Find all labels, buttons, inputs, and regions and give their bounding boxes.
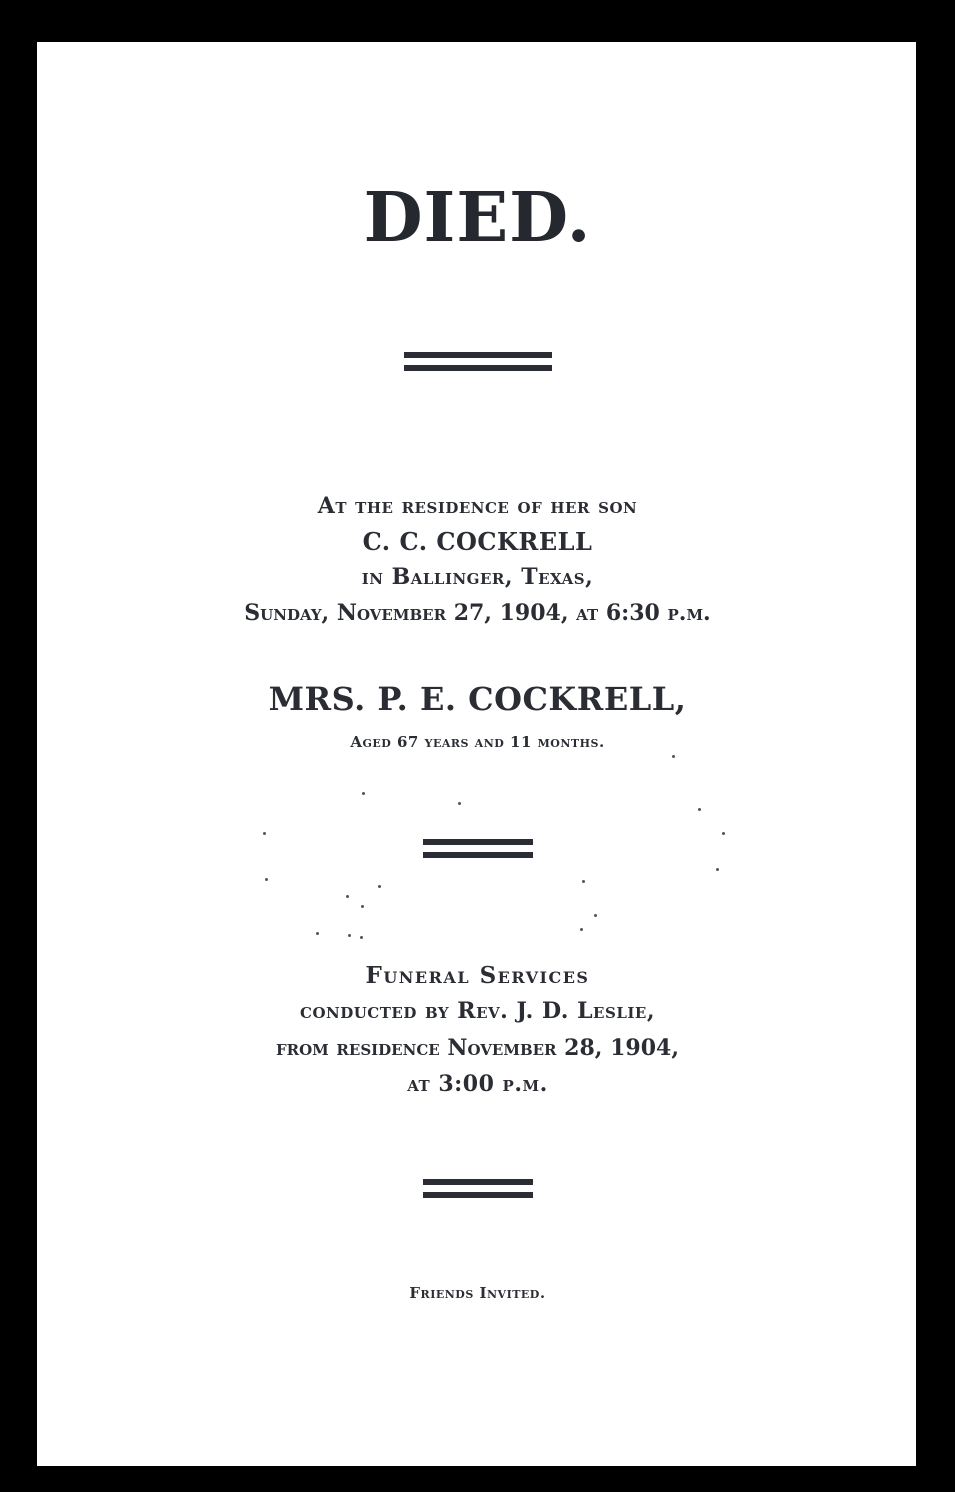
print-speck: [361, 905, 364, 908]
double-rule-divider: [0, 839, 955, 858]
services-date-line: from residence November 28, 1904,: [275, 1035, 680, 1061]
print-speck: [580, 928, 583, 931]
son-name: C. C. COCKRELL: [362, 527, 593, 556]
print-speck: [348, 934, 351, 937]
print-speck: [346, 895, 349, 898]
print-speck: [362, 792, 365, 795]
print-speck: [716, 868, 719, 871]
print-speck: [265, 878, 268, 881]
double-rule-divider: [0, 1179, 955, 1198]
print-speck: [360, 936, 363, 939]
closing-line: Friends Invited.: [409, 1284, 546, 1302]
print-speck: [722, 832, 725, 835]
location-line: At the residence of her son: [317, 493, 638, 519]
services-time-line: at 3:00 p.m.: [407, 1071, 548, 1097]
services-heading: Funeral Services: [365, 962, 590, 989]
age-line: Aged 67 years and 11 months.: [350, 733, 605, 751]
print-speck: [594, 914, 597, 917]
print-speck: [316, 932, 319, 935]
deceased-name: MRS. P. E. COCKRELL,: [268, 680, 687, 718]
print-speck: [698, 808, 701, 811]
death-date-line: Sunday, November 27, 1904, at 6:30 p.m.: [244, 600, 711, 626]
print-speck: [458, 802, 461, 805]
officiant-line: conducted by Rev. J. D. Leslie,: [300, 998, 655, 1024]
double-rule-divider: [0, 352, 955, 371]
print-speck: [672, 755, 675, 758]
city-line: in Ballinger, Texas,: [361, 564, 594, 590]
notice-title: DIED.: [363, 178, 592, 258]
print-speck: [263, 832, 266, 835]
print-speck: [582, 880, 585, 883]
print-speck: [378, 885, 381, 888]
